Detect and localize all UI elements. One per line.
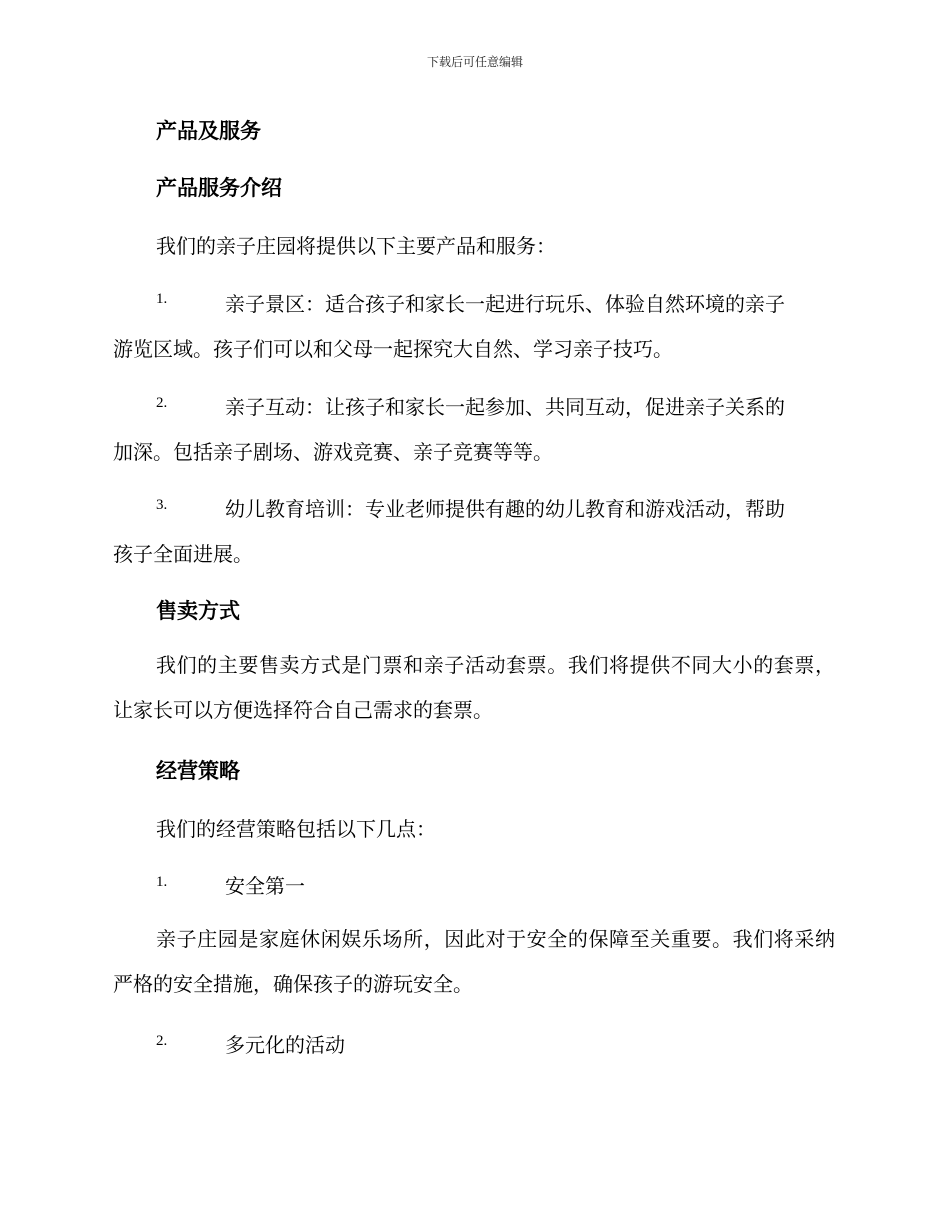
strategy-item-title: 安全第一 (225, 874, 305, 898)
item-text-line: 游览区域。孩子们可以和父母一起探究大自然、学习亲子技巧。 (113, 337, 673, 361)
intro-paragraph: 我们的亲子庄园将提供以下主要产品和服务： (156, 234, 556, 258)
sales-paragraph: 我们的主要售卖方式是门票和亲子活动套票。我们将提供不同大小的套票，让家长可以方便选择符合自己需求的套票。 (113, 653, 835, 722)
strategy-item-title: 多元化的活动 (225, 1033, 345, 1057)
strategy-intro: 我们的经营策略包括以下几点： (156, 817, 436, 841)
item-number: 3. (156, 497, 168, 513)
item-text-line: 亲子景区：适合孩子和家长一起进行玩乐、体验自然环境的亲子 (225, 292, 785, 316)
item-number: 2. (156, 395, 168, 411)
strategy-item-number: 2. (156, 1033, 168, 1049)
item-text-line: 幼儿教育培训：专业老师提供有趣的幼儿教育和游戏活动，帮助 (225, 497, 785, 521)
section-title: 产品及服务 (156, 119, 261, 143)
item-text-line: 亲子互动：让孩子和家长一起参加、共同互动，促进亲子关系的 (225, 395, 785, 419)
item-text-line: 孩子全面进展。 (113, 542, 253, 566)
sales-heading: 售卖方式 (156, 599, 240, 623)
item-text-line: 加深。包括亲子剧场、游戏竞赛、亲子竞赛等等。 (113, 440, 553, 464)
page-header-note: 下载后可任意编辑 (426, 55, 523, 69)
product-intro-heading: 产品服务介绍 (156, 176, 282, 200)
strategy-item-paragraph: 亲子庄园是家庭休闲娱乐场所，因此对于安全的保障至关重要。我们将采纳严格的安全措施，确保孩子的游玩安全。 (113, 927, 835, 996)
strategy-item-number: 1. (156, 874, 168, 890)
item-number: 1. (156, 291, 168, 307)
strategy-heading: 经营策略 (156, 759, 240, 783)
